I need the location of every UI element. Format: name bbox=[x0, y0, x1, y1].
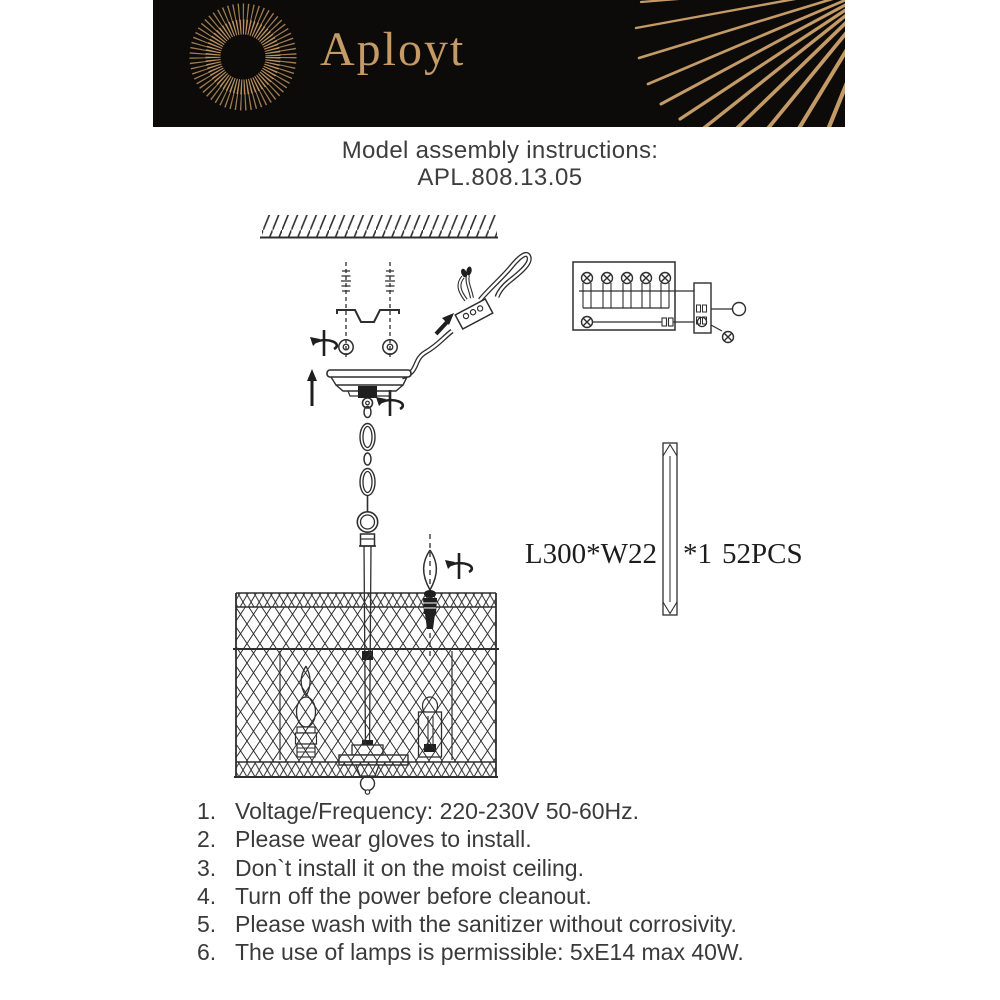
instruction-item bbox=[197, 910, 897, 938]
doc-title: Model assembly instructions: bbox=[341, 137, 659, 164]
instruction-item bbox=[197, 825, 897, 853]
crystal-size-label: L300*W22 bbox=[524, 538, 657, 570]
brand-banner bbox=[153, 0, 845, 127]
supply-wire bbox=[402, 254, 529, 377]
instruction-item bbox=[197, 854, 897, 882]
instruction-number: 6. bbox=[197, 939, 217, 966]
banner-rays bbox=[636, 0, 845, 127]
up-arrow-icon bbox=[307, 369, 317, 406]
instruction-item bbox=[197, 882, 897, 910]
drum-shade bbox=[233, 593, 499, 777]
instructions-list bbox=[197, 797, 897, 967]
wire-connector-block bbox=[455, 299, 493, 329]
crystal-count-label: 52PCS bbox=[722, 538, 803, 570]
crystal-strip bbox=[663, 443, 677, 615]
brand-logo-text: Aployt bbox=[320, 23, 466, 76]
instruction-text: Turn off the power before cleanout. bbox=[235, 882, 592, 909]
instruction-number: 2. bbox=[197, 826, 217, 853]
instruction-item bbox=[197, 938, 897, 966]
instruction-text: Please wear gloves to install. bbox=[235, 826, 532, 853]
banner-art bbox=[153, 0, 845, 127]
instruction-number: 3. bbox=[197, 854, 217, 881]
instruction-number: 5. bbox=[197, 911, 217, 938]
instruction-text: Don`t install it on the moist ceiling. bbox=[235, 854, 584, 881]
crystal-qty-label: *1 bbox=[683, 538, 712, 570]
instruction-item bbox=[197, 797, 897, 825]
instruction-text: Please wash with the sanitizer without corrosivity. bbox=[235, 911, 737, 938]
instruction-text: Voltage/Frequency: 220-230V 50-60Hz. bbox=[235, 798, 640, 824]
instruction-text: The use of lamps is permissible: 5xE14 max 40W. bbox=[235, 939, 744, 966]
rotation-arrow-icon bbox=[310, 330, 337, 356]
sunburst-logo-icon bbox=[198, 12, 288, 102]
instruction-number: 4. bbox=[197, 882, 217, 909]
ceiling-hatch bbox=[260, 215, 498, 238]
instruction-number: 1. bbox=[197, 798, 217, 824]
doc-model-number: APL.808.13.05 bbox=[417, 164, 583, 191]
rotation-arrow-icon bbox=[445, 553, 472, 579]
wiring-diagram bbox=[573, 262, 746, 343]
